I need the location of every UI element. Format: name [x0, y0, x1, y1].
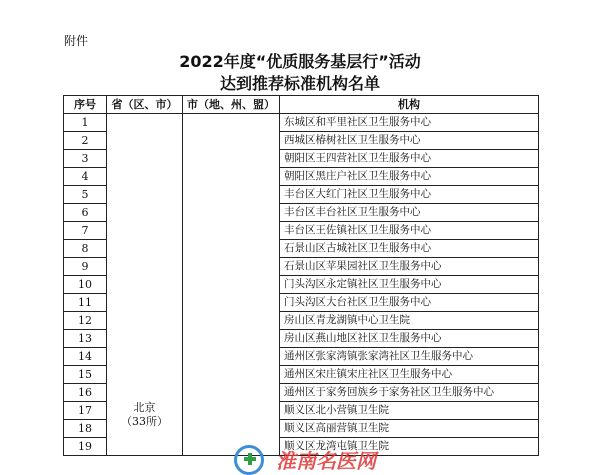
row-number: 14 [64, 348, 107, 366]
org-name: 西城区椿树社区卫生服务中心 [280, 132, 539, 150]
row-number: 12 [64, 312, 107, 330]
table-row [64, 114, 539, 132]
row-number: 4 [64, 168, 107, 186]
org-name: 丰台区大红门社区卫生服务中心 [280, 186, 539, 204]
org-name: 通州区张家湾镇张家湾社区卫生服务中心 [280, 348, 539, 366]
org-name: 顺义区高丽营镇卫生院 [280, 420, 539, 438]
site-watermark [232, 441, 392, 475]
table-body [64, 114, 539, 456]
province-count: （33所） [121, 415, 168, 428]
org-name: 丰台区丰台社区卫生服务中心 [280, 204, 539, 222]
org-name: 朝阳区王四营社区卫生服务中心 [280, 150, 539, 168]
org-name: 石景山区苹果园社区卫生服务中心 [280, 258, 539, 276]
org-name: 通州区宋庄镇宋庄社区卫生服务中心 [280, 366, 539, 384]
org-name: 东城区和平里社区卫生服务中心 [280, 114, 539, 132]
row-number: 9 [64, 258, 107, 276]
header-city: 市（地、州、盟） [183, 96, 280, 114]
row-number: 7 [64, 222, 107, 240]
org-name: 门头沟区永定镇社区卫生服务中心 [280, 276, 539, 294]
org-name: 房山区燕山地区社区卫生服务中心 [280, 330, 539, 348]
medical-cross-icon [244, 453, 256, 465]
document-title-line1: 2022年度“优质服务基层行”活动 [179, 52, 421, 71]
org-name: 丰台区王佐镇社区卫生服务中心 [280, 222, 539, 240]
row-number: 13 [64, 330, 107, 348]
row-number: 5 [64, 186, 107, 204]
row-number: 6 [64, 204, 107, 222]
row-number: 2 [64, 132, 107, 150]
table-header [64, 96, 539, 114]
city-cell [183, 114, 280, 456]
org-name: 顺义区龙湾屯镇卫生院 [280, 438, 539, 456]
row-number: 8 [64, 240, 107, 258]
document-title-line2: 达到推荐标准机构名单 [219, 74, 380, 93]
row-number: 10 [64, 276, 107, 294]
row-number: 1 [64, 114, 107, 132]
province-cell [107, 114, 183, 456]
org-name: 房山区青龙湖镇中心卫生院 [280, 312, 539, 330]
row-number: 15 [64, 366, 107, 384]
org-name: 门头沟区大台社区卫生服务中心 [280, 294, 539, 312]
row-number: 16 [64, 384, 107, 402]
row-number: 17 [64, 402, 107, 420]
row-number: 3 [64, 150, 107, 168]
header-province: 省（区、市） [107, 96, 183, 114]
header-row [64, 96, 539, 114]
org-list-table [63, 95, 539, 456]
header-no: 序号 [64, 96, 107, 114]
header-org: 机构 [280, 96, 539, 114]
org-name: 顺义区北小营镇卫生院 [280, 402, 539, 420]
org-name: 朝阳区黑庄户社区卫生服务中心 [280, 168, 539, 186]
row-number: 18 [64, 420, 107, 438]
attachment-label: 附件 [64, 34, 89, 48]
org-name: 石景山区古城社区卫生服务中心 [280, 240, 539, 258]
row-number: 19 [64, 438, 107, 456]
province-name: 北京 [133, 401, 156, 414]
watermark-text: 淮南名医网 [276, 449, 376, 473]
row-number: 11 [64, 294, 107, 312]
org-name: 通州区于家务回族乡于家务社区卫生服务中心 [280, 384, 539, 402]
